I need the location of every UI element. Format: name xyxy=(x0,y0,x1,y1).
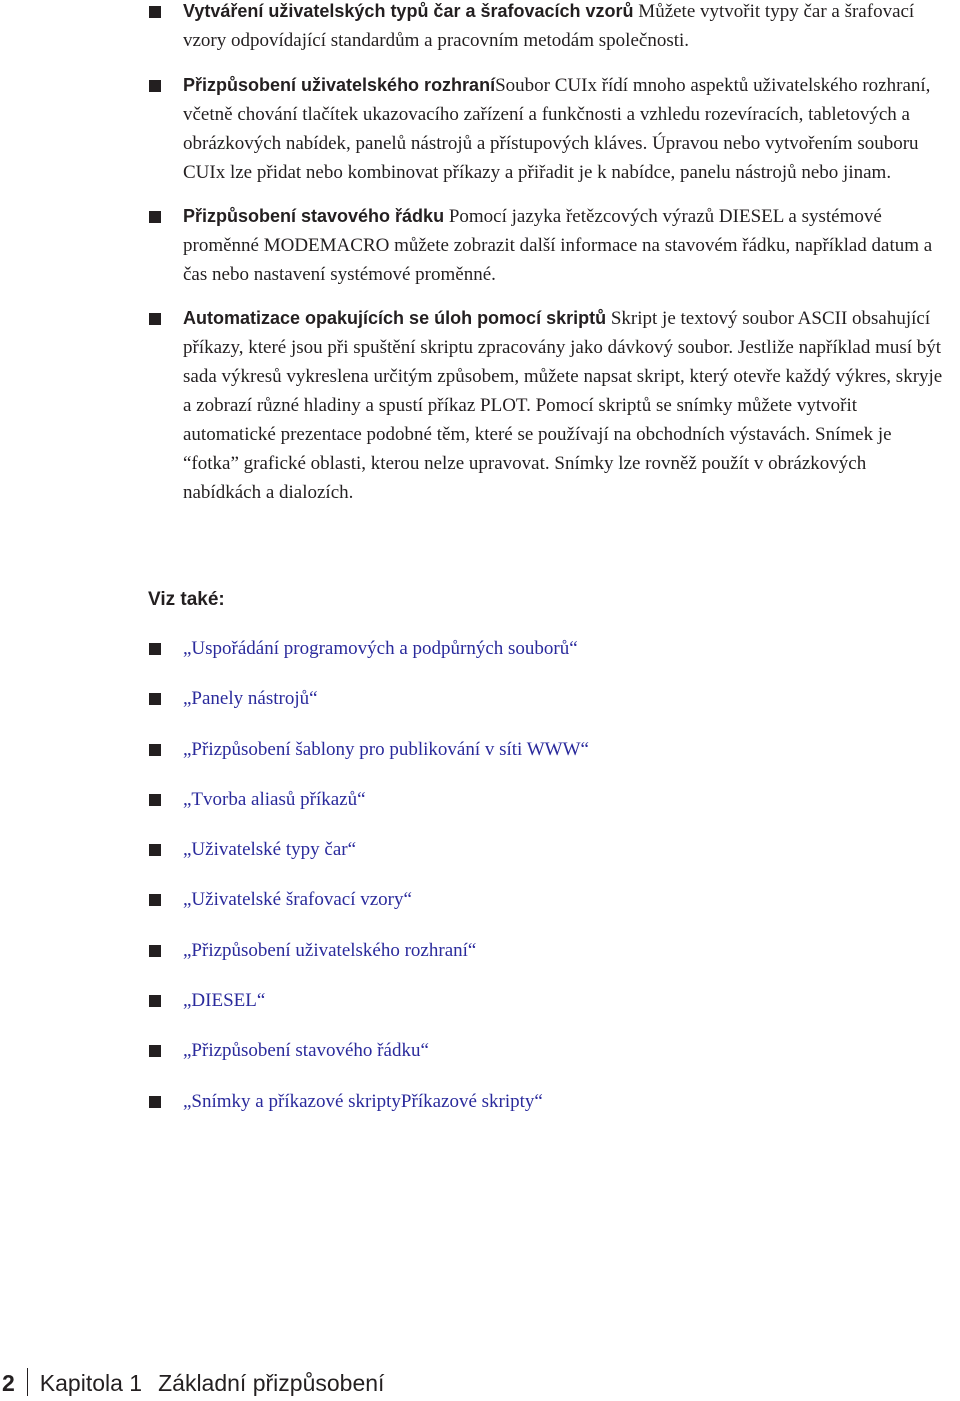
list-item xyxy=(148,0,948,55)
page-footer xyxy=(2,1365,384,1401)
footer-divider xyxy=(27,1368,28,1396)
see-also-item xyxy=(148,1088,589,1138)
see-also-item xyxy=(148,886,589,936)
see-also-item xyxy=(148,685,589,735)
see-also-link[interactable]: „Snímky a příkazové skriptyPříkazové skripty“ xyxy=(183,1090,543,1112)
item-term: Vytváření uživatelských typů čar a šrafovacích vzorů xyxy=(183,1,634,21)
square-bullet-icon xyxy=(149,1096,161,1108)
square-bullet-icon xyxy=(149,80,161,92)
see-also-item xyxy=(148,736,589,786)
square-bullet-icon xyxy=(149,313,161,325)
list-item xyxy=(148,304,948,507)
square-bullet-icon xyxy=(149,995,161,1007)
item-term: Automatizace opakujících se úloh pomocí skriptů xyxy=(183,308,607,328)
page-number: 2 xyxy=(2,1370,15,1396)
square-bullet-icon xyxy=(149,6,161,18)
see-also-list xyxy=(148,635,589,1138)
chapter-title: Základní přizpůsobení xyxy=(158,1370,385,1396)
square-bullet-icon xyxy=(149,1045,161,1057)
see-also-item xyxy=(148,1037,589,1087)
item-text: Skript je textový soubor ASCII obsahující příkazy, které jsou při spuštění skriptu zpracovány jako dávkový soubor. Jestliže například musí být sada výkresů vykreslena určitým způsobem, můžete napsat skript, který otevře každý výkres, skryje a zobrazí různé hladiny a spustí příkaz PLOT. Pomocí skriptů se snímky můžete vytvořit automatické prezentace podobné těm, které se používají na obchodních výstavách. Snímek je “fotka” grafické oblasti, kterou nelze upravovat. Snímky lze rovněž použít v obrázkových nabídkách a dialozích. xyxy=(183,308,943,503)
see-also-link[interactable]: „Uživatelské typy čar“ xyxy=(183,839,357,861)
item-term: Přizpůsobení uživatelského rozhraní xyxy=(183,75,496,95)
see-also-link[interactable]: „Uspořádání programových a podpůrných souborů“ xyxy=(183,638,578,659)
see-also-link[interactable]: „Přizpůsobení uživatelského rozhraní“ xyxy=(183,939,477,961)
item-text: Pomocí jazyka řetězcových výrazů DIESEL a systémové proměnné MODEMACRO můžete zobrazit další informace na stavovém řádku, například datum a čas nebo nastavení systémové proměnné. xyxy=(183,206,933,285)
square-bullet-icon xyxy=(149,844,161,856)
see-also-item xyxy=(148,786,589,836)
see-also-heading: Viz také: xyxy=(148,589,225,610)
chapter-label: Kapitola 1 xyxy=(39,1370,143,1396)
see-also-item xyxy=(148,836,589,886)
see-also-link[interactable]: „Přizpůsobení stavového řádku“ xyxy=(183,1040,429,1062)
see-also-link[interactable]: „Tvorba aliasů příkazů“ xyxy=(183,788,366,810)
square-bullet-icon xyxy=(149,894,161,906)
list-item xyxy=(148,202,948,289)
see-also-link[interactable]: „Přizpůsobení šablony pro publikování v síti WWW“ xyxy=(183,738,589,760)
see-also-link[interactable]: „DIESEL“ xyxy=(183,990,266,1012)
see-also-item xyxy=(148,937,589,987)
item-term: Přizpůsobení stavového řádku xyxy=(183,206,445,226)
see-also-link[interactable]: „Uživatelské šrafovací vzory“ xyxy=(183,889,412,911)
square-bullet-icon xyxy=(149,744,161,756)
see-also-item xyxy=(148,635,589,685)
list-item xyxy=(148,71,948,187)
square-bullet-icon xyxy=(149,693,161,705)
item-text: Soubor CUIx řídí mnoho aspektů uživatelského rozhraní, včetně chování tlačítek ukazovacího zařízení a funkčnosti a vzhledu rozevíracích, tabletových a obrázkových nabídek, panelů nástrojů a přístupových kláves. Úpravou nebo vytvořením souboru CUIx lze přidat nebo kombinovat příkazy a přiřadit je k nabídce, panelu nástrojů nebo jinam. xyxy=(183,75,931,183)
feature-list xyxy=(148,0,948,507)
see-also-link[interactable]: „Panely nástrojů“ xyxy=(183,688,318,710)
square-bullet-icon xyxy=(149,211,161,223)
square-bullet-icon xyxy=(149,643,161,655)
square-bullet-icon xyxy=(149,945,161,957)
see-also-item xyxy=(148,987,589,1037)
item-text: Můžete vytvořit typy čar a šrafovací vzory odpovídající standardům a pracovním metodám společnosti. xyxy=(183,1,915,51)
square-bullet-icon xyxy=(149,794,161,806)
